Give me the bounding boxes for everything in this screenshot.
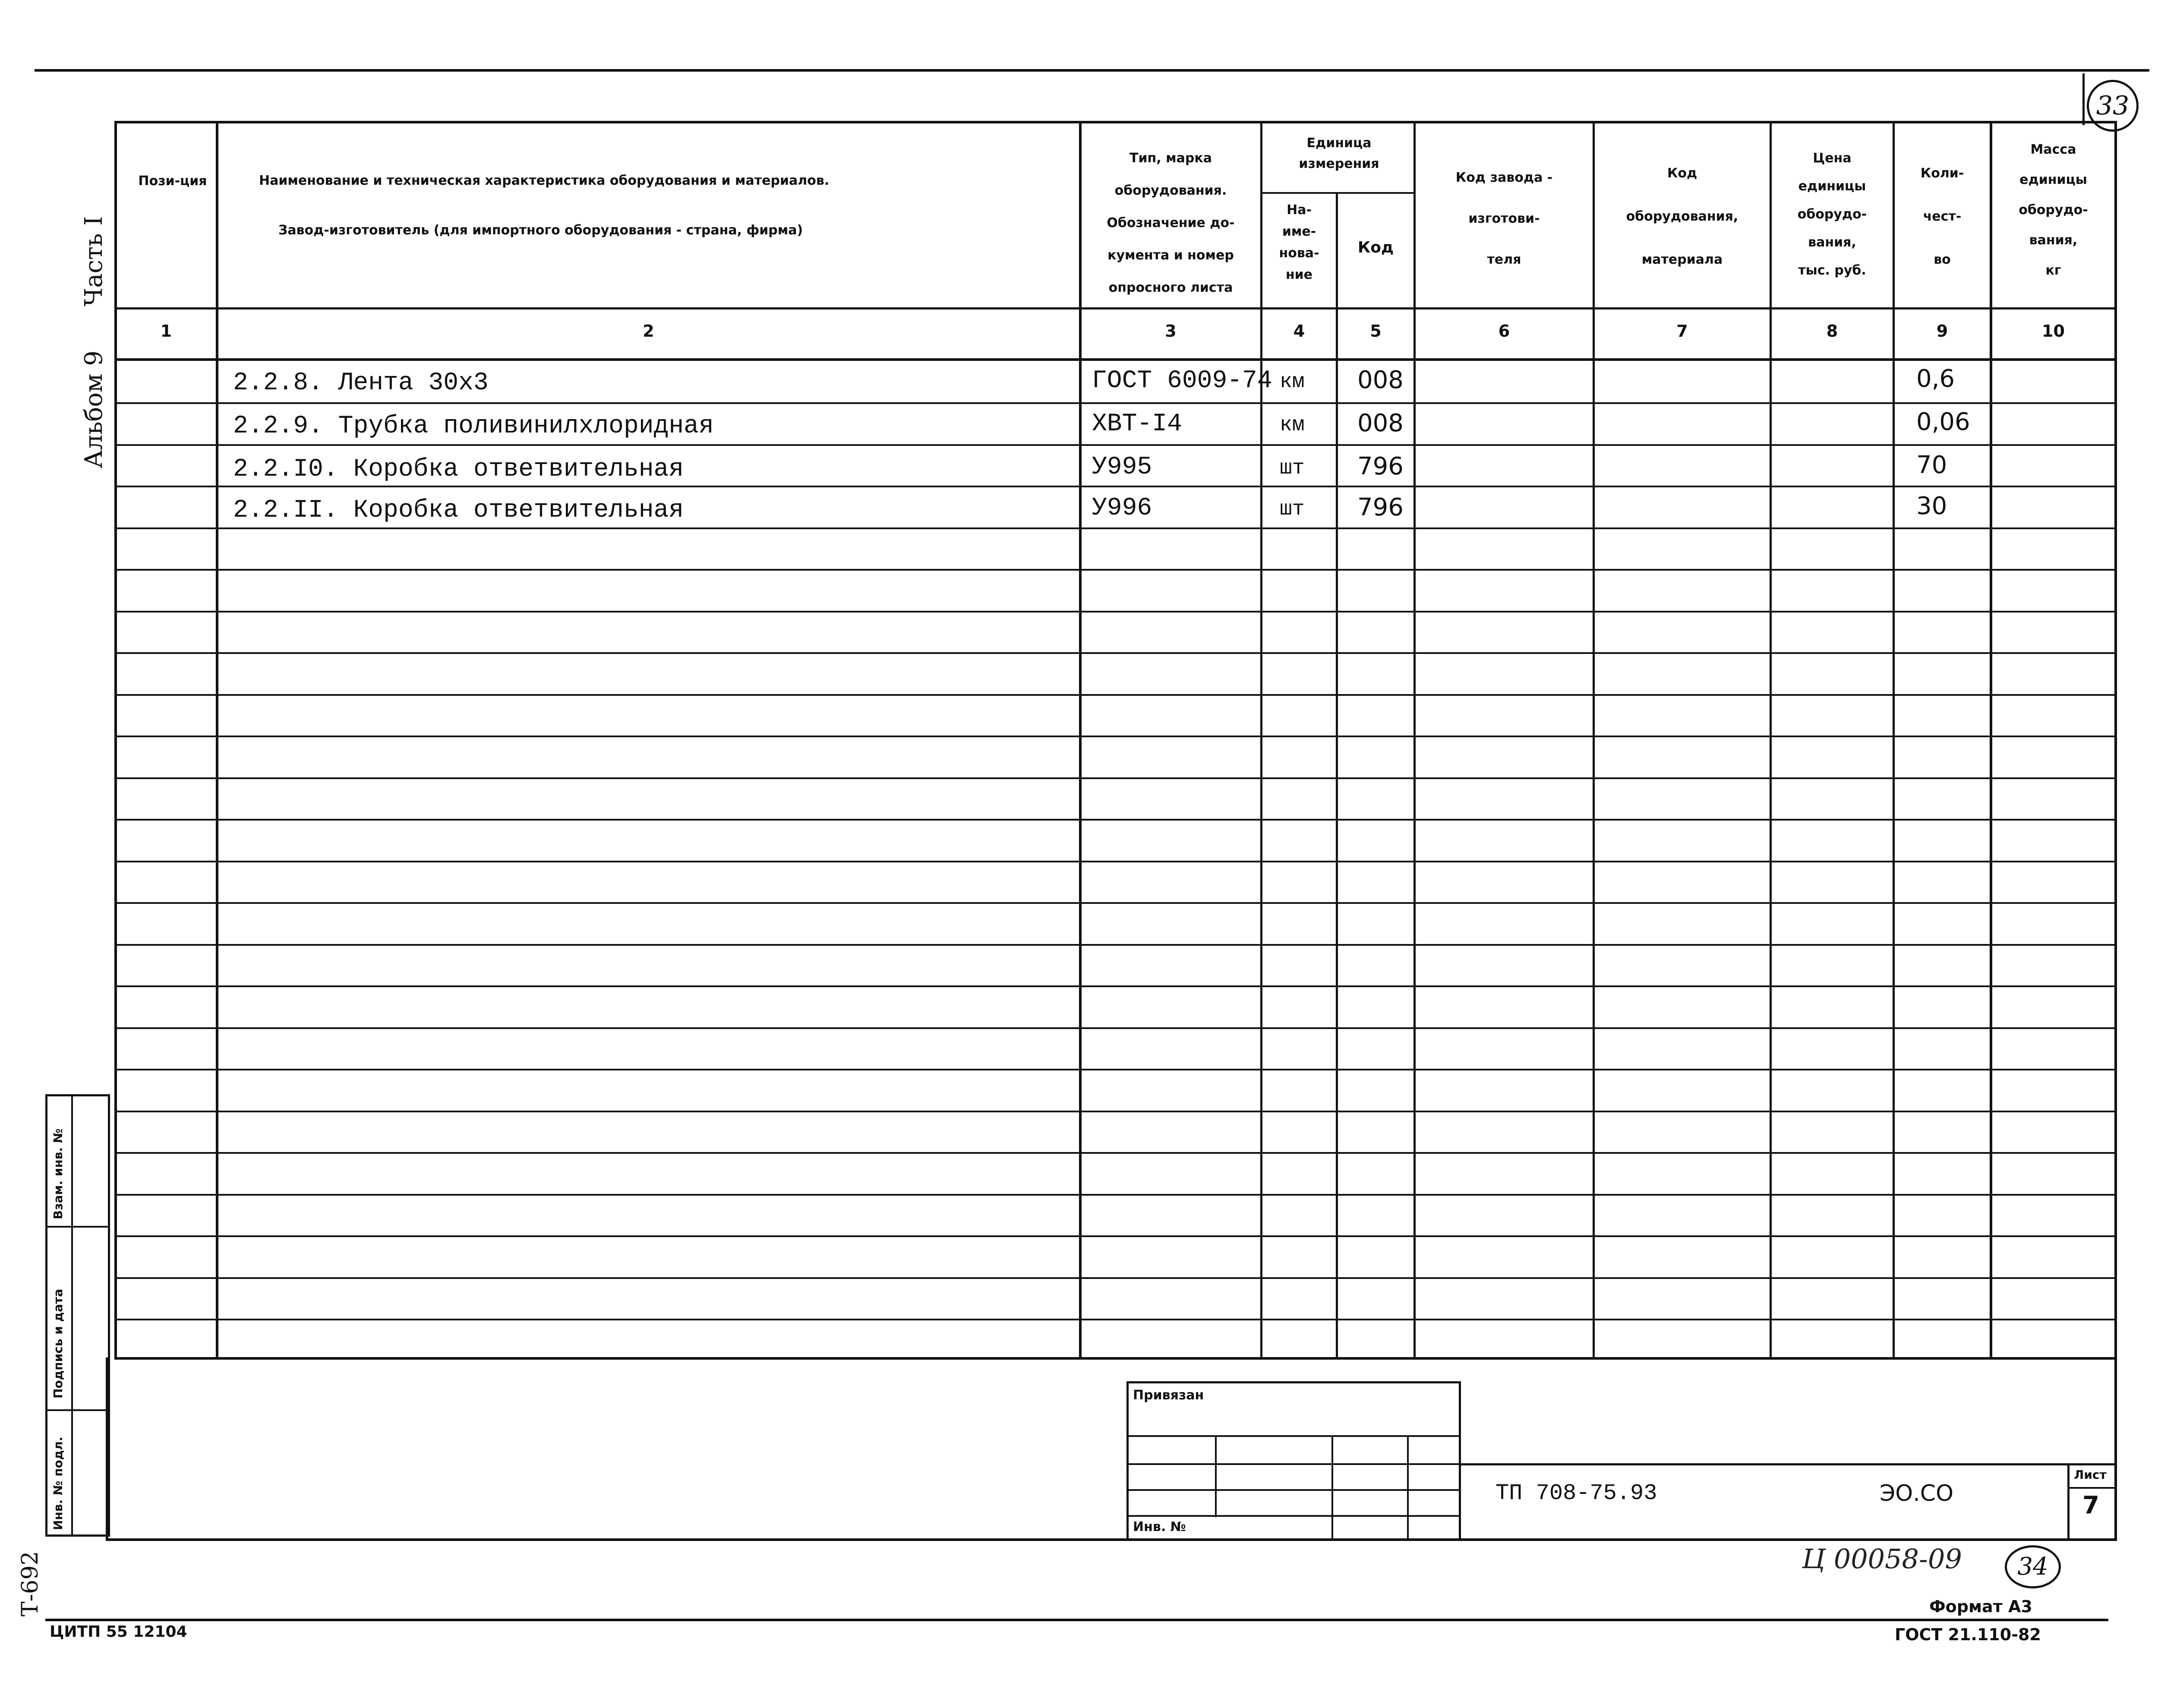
sheet-number-divider: [2067, 1487, 2117, 1489]
side-stamp-row-line: [45, 1226, 110, 1228]
header-type-line: Тип, марка: [1129, 151, 1212, 166]
row-qty: 0,06: [1916, 408, 1970, 436]
col-line-9: [1990, 121, 1992, 1360]
row-name: 2.2.II. Коробка ответвительная: [233, 496, 684, 524]
colnum-bottom-line: [114, 358, 2117, 361]
header-mass-line: вания,: [2029, 233, 2078, 248]
header-eqcode-line: оборудования,: [1626, 209, 1738, 224]
col-line-7: [1770, 121, 1772, 1360]
title-block-frame: [106, 1358, 2117, 1541]
row-type: ХВТ-I4: [1092, 410, 1182, 438]
header-qty-line: во: [1934, 252, 1951, 267]
table-row-line: [114, 985, 2117, 987]
row-code: 008: [1357, 366, 1404, 394]
side-album-label: Альбом 9: [80, 350, 108, 468]
column-number: 1: [160, 322, 172, 341]
col-line-2: [1079, 121, 1082, 1360]
side-part-label: Часть I: [80, 216, 108, 306]
table-row-line: [114, 777, 2117, 779]
side-stamp-vzam: Взам. инв. №: [51, 1128, 65, 1219]
table-row-line: [114, 1277, 2117, 1279]
header-price-line: оборудо-: [1797, 207, 1867, 222]
privyazan-line: [1126, 1463, 1461, 1465]
row-unit: шт: [1280, 457, 1305, 480]
header-qty-line: Коли-: [1920, 166, 1964, 181]
table-row-line: [114, 486, 2117, 487]
unit-group-divider: [1262, 192, 1416, 194]
side-doc-code: Т-692: [17, 1551, 43, 1616]
header-position: Пози-ция: [138, 174, 207, 189]
table-row-line: [114, 1235, 2117, 1237]
header-unit-name-line: нова-: [1279, 246, 1319, 261]
col-line-5: [1413, 121, 1416, 1360]
header-unit-name-line: ние: [1285, 267, 1313, 282]
table-row-line: [114, 736, 2117, 737]
header-type-line: Обозначение до-: [1107, 215, 1235, 230]
column-number: 4: [1293, 322, 1305, 341]
col-line-1: [216, 121, 218, 1360]
row-code: 796: [1357, 493, 1404, 521]
row-name: 2.2.8. Лента 30х3: [233, 369, 489, 397]
table-row-line: [114, 694, 2117, 696]
project-code: ТП 708-75.93: [1495, 1481, 1657, 1506]
sheet-number-circle-bottom: 34: [2005, 1545, 2061, 1588]
header-unit-line: Единица: [1306, 136, 1372, 151]
row-code: 796: [1357, 452, 1404, 480]
table-row-line: [114, 1111, 2117, 1112]
header-qty-line: чест-: [1923, 209, 1962, 224]
gost-label: ГОСТ 21.110-82: [1895, 1625, 2041, 1644]
header-unit-line: измерения: [1299, 156, 1379, 171]
table-row-line: [114, 1027, 2117, 1029]
row-type: У995: [1092, 453, 1152, 481]
header-type-line: кумента и номер: [1107, 248, 1234, 263]
header-mass-line: единицы: [2019, 172, 2087, 187]
col-line-3: [1260, 121, 1262, 1360]
table-row-line: [114, 569, 2117, 571]
table-row-line: [114, 944, 2117, 946]
table-row-line: [114, 819, 2117, 821]
header-mass-line: кг: [2045, 263, 2061, 278]
row-qty: 0,6: [1916, 365, 1955, 393]
sheet-number-circle-top: 33: [2087, 80, 2139, 132]
side-stamp-row-line: [45, 1409, 110, 1411]
row-name: 2.2.9. Трубка поливинилхлоридная: [233, 412, 714, 440]
row-unit: км: [1280, 414, 1305, 437]
side-stamp-inv-orig: Инв. № подл.: [51, 1436, 65, 1530]
sheet-number: 7: [2082, 1491, 2099, 1519]
row-type: ГОСТ 6009-74: [1092, 367, 1272, 395]
row-qty: 70: [1916, 451, 1947, 479]
col-line-4: [1336, 192, 1338, 1360]
header-type-line: оборудования.: [1114, 183, 1227, 198]
table-row-line: [114, 1194, 2117, 1196]
inv-no-label: Инв. №: [1133, 1519, 1186, 1534]
table-row-line: [114, 1069, 2117, 1070]
header-mfr-line: изготови-: [1468, 211, 1540, 226]
header-price-line: единицы: [1798, 179, 1866, 194]
privyazan-col: [1407, 1435, 1409, 1541]
row-unit: шт: [1280, 498, 1305, 521]
privyazan-line: [1126, 1435, 1461, 1437]
table-row-line: [114, 861, 2117, 862]
header-mass-line: Масса: [2030, 142, 2076, 157]
header-unit-name-line: име-: [1282, 224, 1316, 239]
column-number: 5: [1370, 322, 1382, 341]
table-row-line: [114, 652, 2117, 654]
column-number: 8: [1826, 322, 1838, 341]
privyazan-line: [1126, 1489, 1461, 1491]
col-line-6: [1593, 121, 1595, 1360]
table-row-line: [114, 611, 2117, 612]
header-price-line: вания,: [1808, 235, 1856, 250]
header-bottom-line: [114, 307, 2117, 309]
column-number: 7: [1676, 322, 1688, 341]
column-number: 3: [1165, 322, 1177, 341]
privyazan-col: [1331, 1435, 1333, 1541]
privyazan-stamp: [1126, 1381, 1461, 1541]
table-row-line: [114, 902, 2117, 904]
row-type: У996: [1092, 494, 1152, 522]
column-number: 10: [2042, 322, 2065, 341]
column-number: 6: [1498, 322, 1510, 341]
citp-label: ЦИТП 55 12104: [50, 1623, 187, 1641]
top-border-line: [35, 69, 2149, 72]
header-unit-name-line: На-: [1287, 202, 1312, 218]
column-number: 2: [643, 322, 654, 341]
column-number: 9: [1936, 322, 1948, 341]
header-name-line2: Завод-изготовитель (для импортного оборудования - страна, фирма): [278, 223, 803, 238]
main-table-frame: [114, 121, 2117, 1360]
table-row-line: [114, 1319, 2117, 1320]
header-price-line: Цена: [1813, 151, 1852, 166]
row-name: 2.2.I0. Коробка ответвительная: [233, 455, 684, 483]
col-line-8: [1893, 121, 1895, 1360]
privyazan-label: Привязан: [1133, 1388, 1204, 1403]
header-name-line1: Наименование и техническая характеристика оборудования и материалов.: [259, 173, 830, 188]
header-eqcode-line: Код: [1667, 166, 1697, 181]
row-code: 008: [1357, 409, 1404, 437]
handwritten-code: Ц 00058-09: [1802, 1543, 1962, 1575]
footer-line: [45, 1619, 2108, 1621]
header-mfr-line: Код завода -: [1455, 170, 1553, 185]
header-unit-code: Код: [1357, 239, 1394, 256]
title-row-line: [1461, 1463, 2117, 1465]
header-mfr-line: теля: [1487, 252, 1521, 267]
table-row-line: [114, 1152, 2117, 1154]
row-unit: км: [1280, 370, 1305, 394]
table-row-line: [114, 444, 2117, 446]
format-label: Формат А3: [1929, 1597, 2032, 1616]
header-eqcode-line: материала: [1641, 252, 1723, 267]
table-row-line: [114, 527, 2117, 529]
header-mass-line: оборудо-: [2019, 202, 2088, 218]
table-row-line: [114, 402, 2117, 404]
section-code: ЭО.СО: [1880, 1481, 1954, 1506]
header-type-line: опросного листа: [1108, 280, 1233, 295]
side-stamp-sign-date: Подпись и дата: [51, 1288, 65, 1399]
privyazan-line: [1126, 1515, 1461, 1517]
header-price-line: тыс. руб.: [1798, 263, 1866, 278]
row-qty: 30: [1916, 492, 1947, 520]
privyazan-col: [1215, 1435, 1217, 1517]
side-stamp-divider: [71, 1094, 73, 1537]
sheet-label: Лист: [2074, 1468, 2107, 1482]
right-frame-line: [2082, 73, 2085, 125]
